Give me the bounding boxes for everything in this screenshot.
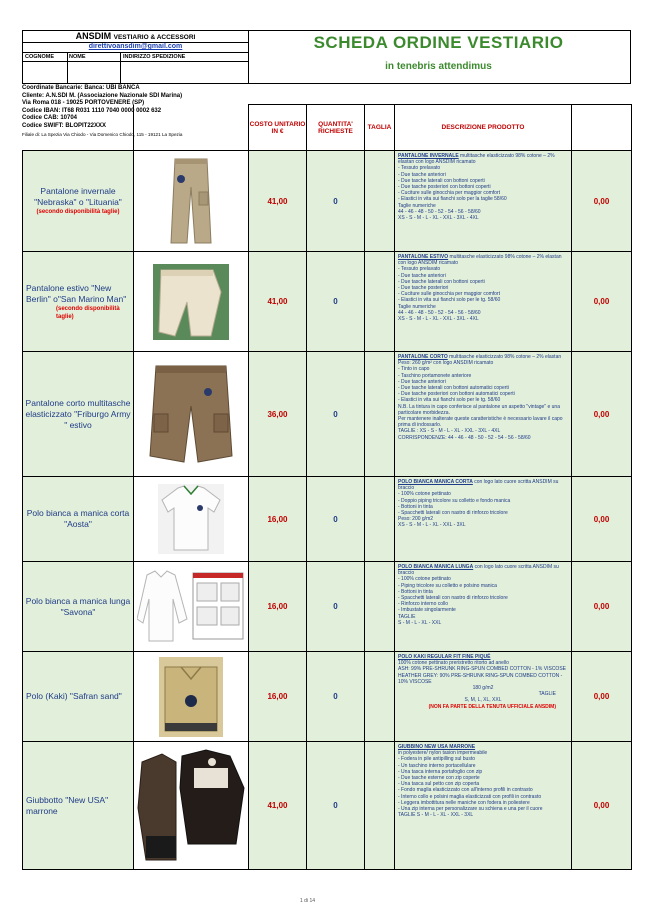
price-cell: 41,00 xyxy=(249,252,307,352)
product-name-cell xyxy=(23,742,134,870)
bank-line: Codice CAB: 10704 xyxy=(22,115,78,122)
size-input[interactable] xyxy=(365,652,395,742)
price-cell: 16,00 xyxy=(249,562,307,652)
bank-line: Codice SWIFT: BLOPIT22XXX xyxy=(22,122,107,129)
size-input[interactable] xyxy=(365,742,395,870)
product-name-cell xyxy=(23,477,134,562)
indirizzo-label: INDIRIZZO SPEDIZIONE xyxy=(123,54,186,60)
desc-heading: PANTALONE INVERNALE xyxy=(398,153,459,159)
page-number: 1 di 14 xyxy=(300,898,316,904)
product-name: Polo bianca a manica lunga "Savona" xyxy=(25,595,131,617)
field-divider xyxy=(67,52,68,83)
desc-text: con logo lato cuore scritta ANSDIM su braccio - 100% cotone pettinato - Doppio piping tricolore su colletto e fondo manica - Bottoni in tinta - Spacchetti laterali con nastro di rinforzo tricolore Peso: 200 g/m2 XS - S - M - L - XL - XXL - 3XL xyxy=(398,479,559,529)
bank-line: Cliente: A.N.SDI M. (Associazione Nazionale SDI Marina) xyxy=(22,92,183,99)
beige-trousers-icon xyxy=(167,157,215,245)
col-cost: COSTO UNITARIO IN € xyxy=(249,105,307,151)
availability-note: (secondo disponibilità taglie) xyxy=(36,209,120,215)
bank-line: Filiale di: La Spezia Via Chiodo - Via Domenico Chiodo, 115 - 19121 La Spezia xyxy=(22,131,183,137)
product-image xyxy=(134,562,249,652)
total-cell: 0,00 xyxy=(572,477,632,562)
bank-line: Via Roma 018 - 19025 PORTOVENERE (SP) xyxy=(22,100,145,107)
product-name-cell xyxy=(23,652,134,742)
total-cell: 0,00 xyxy=(572,652,632,742)
col-total xyxy=(572,105,632,151)
product-image xyxy=(134,151,249,252)
brand-title xyxy=(23,31,248,43)
product-name: Giubbotto "New USA" marrone xyxy=(26,794,109,816)
desc-text: in polyestere/ nylon tasion impermeabile - Fodera in pile antipilling sul busto - Un taschino interno portacellulare - Una tasca interna portafoglio con zip - Due tasche esterne con zip coperte - Una tasca sul petto con zip coperta - Fondo maglia elasticizzato con all'interno profili in contrasto - Interno collo e polsini maglia elasticizzati con profili in contrasto - Leggera imbottitura nelle maniche con fodera in poliestere - Una zip interna per personalizzare su schiena e una per il cuore TAGLIE S - M - L - XL - XXL - 3XL xyxy=(398,750,543,819)
product-row xyxy=(23,352,632,477)
quantity-input[interactable]: 0 xyxy=(307,652,365,742)
product-row xyxy=(23,151,632,252)
product-row xyxy=(23,652,632,742)
customer-fields-header xyxy=(23,52,248,62)
price-cell: 41,00 xyxy=(249,151,307,252)
product-name-cell xyxy=(23,352,134,477)
total-cell: 0,00 xyxy=(572,252,632,352)
quantity-input[interactable]: 0 xyxy=(307,352,365,477)
light-trousers-icon xyxy=(151,262,231,342)
field-divider xyxy=(120,52,121,83)
desc-sizes: S, M, L, XL, XXL xyxy=(464,697,502,704)
desc-note: (NON FA PARTE DELLA TENUTA UFFICIALE ANSDIM) xyxy=(428,703,556,710)
quantity-input[interactable]: 0 xyxy=(307,562,365,652)
availability-note: (secondo disponibilità taglie) xyxy=(56,305,120,320)
product-image xyxy=(134,742,249,870)
desc-sizes-label: TAGLIE xyxy=(538,691,556,698)
product-image xyxy=(134,252,249,352)
product-name: Polo (Kaki) "Safran sand" xyxy=(26,691,122,701)
product-image xyxy=(134,477,249,562)
total-cell: 0,00 xyxy=(572,151,632,252)
product-name: Pantalone estivo "New Berlin" o"San Marino Man" xyxy=(26,282,127,304)
col-size: TAGLIA xyxy=(365,105,395,151)
table-header-row xyxy=(23,105,632,151)
title-box xyxy=(247,30,631,84)
total-cell: 0,00 xyxy=(572,742,632,870)
desc-text: multitasche elasticizzato 98% cotone – 2% elastan con logo ANSDIM ricamato - Tessuto prelavato - Due tasche anteriori - Due tasche laterali con bottoni coperti - Due tasche posteriori - Cuciture sulle ginocchia per maggior comfort - Elastici in vita sui fianchi solo per le tg. 58/60 Taglie numeriche 44 - 46 - 48 - 50 - 52 - 54 - 56 - 58/60 XS - S - M - L - XL - XXL - 3XL - 4XL xyxy=(398,254,562,323)
size-input[interactable] xyxy=(365,151,395,252)
desc-heading: POLO KAKI REGULAR FIT FINE PIQUÉ xyxy=(398,654,491,660)
email-link[interactable]: direttivoansdim@gmail.com xyxy=(88,43,183,50)
desc-heading: PANTALONE CORTO xyxy=(398,354,448,360)
quantity-input[interactable]: 0 xyxy=(307,252,365,352)
khaki-polo-icon xyxy=(159,657,223,737)
price-cell: 16,00 xyxy=(249,652,307,742)
product-name: Pantalone corto multitasche elasticizzato "Friburgo Army " estivo xyxy=(25,397,131,430)
size-input[interactable] xyxy=(365,477,395,562)
description-cell xyxy=(395,252,572,352)
product-row xyxy=(23,742,632,870)
quantity-input[interactable]: 0 xyxy=(307,742,365,870)
product-image xyxy=(134,652,249,742)
product-row xyxy=(23,477,632,562)
desc-text: con logo lato cuore scritta ANSDIM su braccio - 100% cotone pettinato - Piping tricolore su colletto e polsino manica - Bottoni in tinta - Spacchetti laterali con nastro di rinforzo tricolore - Rinforzo interno collo - Imbustate singolarmente TAGLIE S - M - L - XL - XXL xyxy=(398,564,559,626)
nome-label: NOME xyxy=(69,54,86,60)
col-qty: QUANTITA' RICHIESTE xyxy=(307,105,365,151)
desc-text: 100% cotone pettinato preristretto ritorto ad anello ASH: 99% PRE-SHRUNK RING-SPUN COMBED COTTON - 1% VISCOSE HEATHER GREY: 90% PRE-SHRUNK RING-SPUN COMBED COTTON - 10% VISCOSE xyxy=(398,660,566,685)
desc-heading: PANTALONE ESTIVO xyxy=(398,254,449,260)
description-cell xyxy=(395,652,572,742)
brown-jacket-icon xyxy=(136,748,246,864)
product-name: Pantalone invernale "Nebraska" o "Lituania" xyxy=(34,186,122,207)
size-input[interactable] xyxy=(365,352,395,477)
product-name-cell xyxy=(23,562,134,652)
desc-weight: 180 g/m2 xyxy=(472,685,494,692)
desc-heading: GIUBBINO NEW USA MARRONE xyxy=(398,744,476,750)
size-input[interactable] xyxy=(365,562,395,652)
price-cell: 41,00 xyxy=(249,742,307,870)
desc-text: multitasche elasticizzato 98% cotone – 2% elastan con logo ANSDIM ricamato - Tessuto prelavato - Due tasche anteriori - Due tasche laterali con bottoni coperti - Due tasche posteriori con bottoni coperti - Cuciture sulle ginocchia per maggior comfort - Elastici in vita sui fianchi solo per la taglie 58/60 Taglie numeriche 44 - 46 - 48 - 50 - 52 - 54 - 56 - 58/60 XS - S - M - L - XL - XXL - 3XL - 4XL xyxy=(398,153,555,222)
cognome-label: COGNOME xyxy=(25,54,55,60)
col-desc: DESCRIZIONE PRODOTTO xyxy=(395,105,572,151)
customer-header-box xyxy=(22,30,249,84)
product-name-cell xyxy=(23,252,134,352)
bank-line: Coordinate Bancarie: Banca: UBI BANCA xyxy=(22,85,140,91)
desc-heading: POLO BIANCA MANICA LUNGA xyxy=(398,564,474,570)
product-image xyxy=(134,352,249,477)
price-cell: 16,00 xyxy=(249,477,307,562)
desc-text: multitasche elasticizzato 98% cotone – 2% elastan Peso: 260 g/m² con logo ANSDIM ricamato - Tinto in capo - Taschino portamonete anteriore - Due tasche anteriori - Due tasche laterali con bottoni automatici coperti - Due tasche posteriori con bottoni automatici coperti - Elastici in vita sui fianchi solo per le tg. 58/60 N.B. La tintura in capo conferisce al pantalone un aspetto "vintage" e una particolare morbidezza. Per mantenere inalterate queste caratteristiche è necessario lavare il capo prima di indossarlo. TAGLIE : XS - S - M - L - XL - XXL - 3XL - 4XL CORRISPONDENZE: 44 - 46 - 48 - 50 - 52 - 54 - 56 - 58/60 xyxy=(398,354,563,441)
desc-heading: POLO BIANCA MANICA CORTA xyxy=(398,479,473,485)
size-input[interactable] xyxy=(365,252,395,352)
price-cell: 36,00 xyxy=(249,352,307,477)
description-cell xyxy=(395,352,572,477)
product-name: Polo bianca a manica corta "Aosta" xyxy=(26,508,130,529)
empty-header-cell xyxy=(134,105,249,151)
total-cell: 0,00 xyxy=(572,562,632,652)
quantity-input[interactable]: 0 xyxy=(307,477,365,562)
total-cell: 0,00 xyxy=(572,352,632,477)
empty-header-cell xyxy=(23,105,134,151)
description-cell xyxy=(395,477,572,562)
page-title: SCHEDA ORDINE VESTIARIO xyxy=(313,33,564,52)
white-longsleeve-polo-icon xyxy=(137,569,245,645)
product-row xyxy=(23,562,632,652)
quantity-input[interactable]: 0 xyxy=(307,151,365,252)
product-name-cell xyxy=(23,151,134,252)
white-polo-icon xyxy=(158,484,224,554)
description-cell xyxy=(395,742,572,870)
brand-subtitle: VESTIARIO & ACCESSORI xyxy=(113,34,196,41)
product-row xyxy=(23,252,632,352)
description-cell xyxy=(395,151,572,252)
description-cell xyxy=(395,562,572,652)
brown-shorts-icon xyxy=(148,362,234,466)
order-table xyxy=(22,104,632,870)
brand-name: ANSDIM xyxy=(75,31,112,41)
bank-line: Codice IBAN: IT68 R031 1110 7040 0000 0002 632 xyxy=(22,107,162,114)
motto: in tenebris attendimus xyxy=(385,61,492,72)
